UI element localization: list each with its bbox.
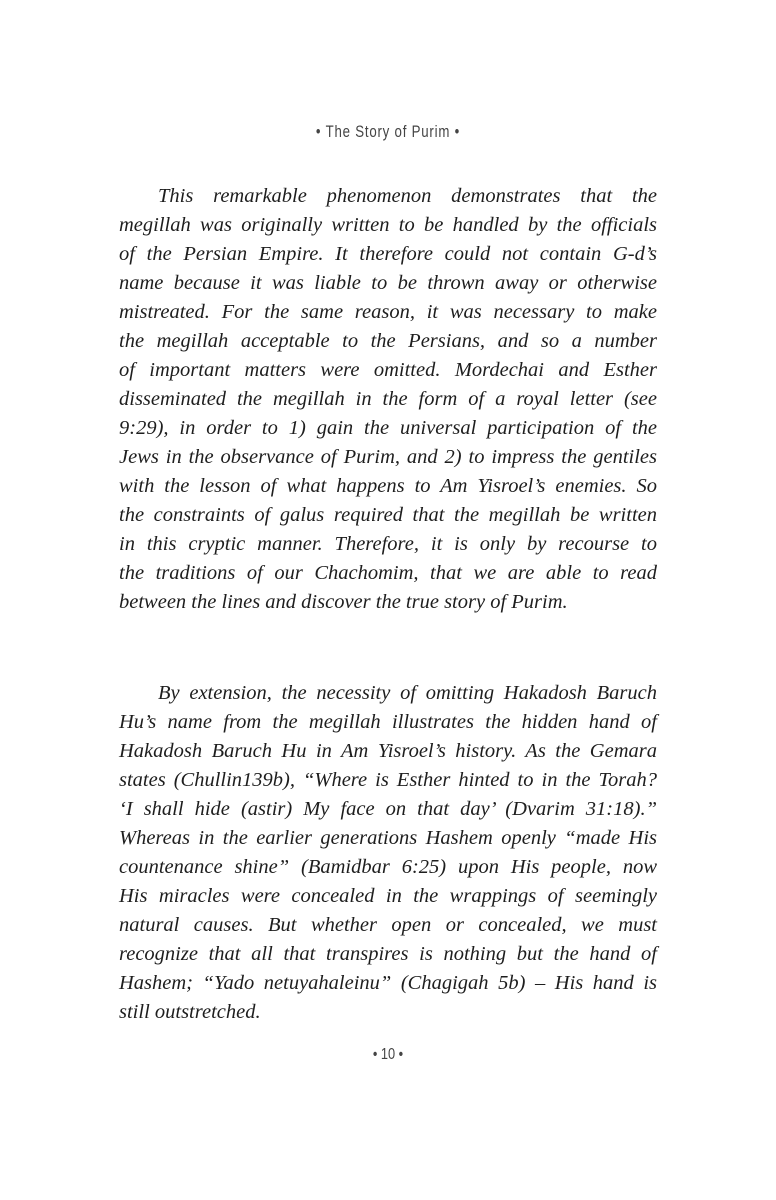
page-number: • 10 • — [372, 1046, 404, 1063]
paragraph-2 — [119, 679, 657, 1027]
text-line: states (Chullin139b), “Where is Esther hinted to in the Torah? — [119, 769, 657, 791]
text-line: in this cryptic manner. Therefore, it is only by recourse to — [119, 533, 657, 555]
text-line: Jews in the observance of Purim, and 2) to impress the gentiles — [119, 446, 657, 468]
text-line: name because it was liable to be thrown away or otherwise — [119, 272, 657, 294]
text-line: ‘I shall hide (astir) My face on that day’ (Dvarim 31:18).” — [119, 798, 657, 820]
text-line: of the Persian Empire. It therefore could not contain G-d’s — [119, 243, 657, 265]
text-line: still outstretched. — [119, 1001, 261, 1023]
text-line: Hu’s name from the megillah illustrates the hidden hand of — [119, 711, 657, 733]
text-line: 9:29), in order to 1) gain the universal participation of the — [119, 417, 657, 439]
text-line: the constraints of galus required that the megillah be written — [119, 504, 657, 526]
running-header: • The Story of Purim • — [315, 122, 461, 141]
text-line: with the lesson of what happens to Am Yisroel’s enemies. So — [119, 475, 657, 497]
text-line: mistreated. For the same reason, it was necessary to make — [119, 301, 657, 323]
text-line: disseminated the megillah in the form of a royal letter (see — [119, 388, 657, 410]
text-line: recognize that all that transpires is nothing but the hand of — [119, 943, 657, 965]
text-line: Hakadosh Baruch Hu in Am Yisroel’s history. As the Gemara — [119, 740, 657, 762]
text-line: His miracles were concealed in the wrappings of seemingly — [119, 885, 657, 907]
text-line: Hashem; “Yado netuyahaleinu” (Chagigah 5b) – His hand is — [119, 972, 657, 994]
text-line: countenance shine” (Bamidbar 6:25) upon His people, now — [119, 856, 657, 878]
text-line: between the lines and discover the true story of Purim. — [119, 591, 568, 613]
text-line: By extension, the necessity of omitting Hakadosh Baruch — [158, 682, 657, 704]
text-line: megillah was originally written to be handled by the officials — [119, 214, 657, 236]
text-line: natural causes. But whether open or concealed, we must — [119, 914, 657, 936]
text-line: Whereas in the earlier generations Hashem openly “made His — [119, 827, 657, 849]
paragraph-1 — [119, 182, 657, 617]
text-line: This remarkable phenomenon demonstrates that the — [158, 185, 657, 207]
text-line: the megillah acceptable to the Persians, and so a number — [119, 330, 657, 352]
text-line: of important matters were omitted. Mordechai and Esther — [119, 359, 657, 381]
text-line: the traditions of our Chachomim, that we are able to read — [119, 562, 657, 584]
